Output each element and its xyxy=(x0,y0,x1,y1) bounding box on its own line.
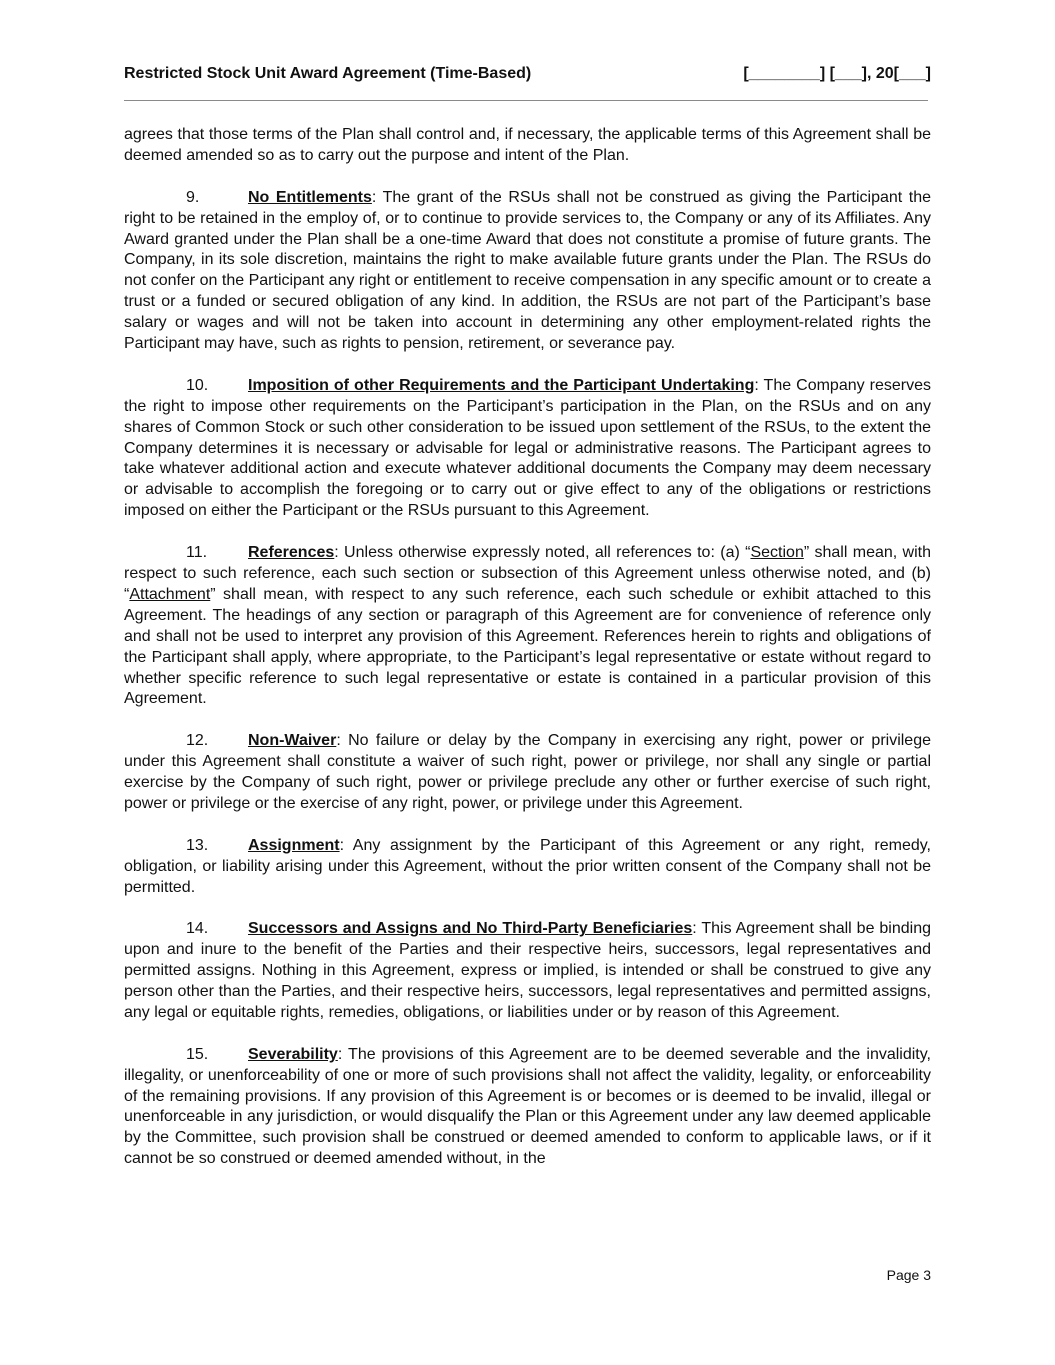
defined-term-section: Section xyxy=(750,544,804,562)
section-9 xyxy=(124,188,931,355)
section-10 xyxy=(124,376,931,522)
section-heading: Non-Waiver xyxy=(248,732,337,750)
page-number: Page 3 xyxy=(886,1267,931,1283)
section-text: : The Company reserves the right to impose other requirements on the Participant’s participation in the Plan, on the RSUs and on any shares of Common Stock or such other consideration to be issued upon settlement of the RSUs, to the extent the Company determines it is necessary or advisable for legal or administrative reasons. The Participant agrees to take whatever additional action and execute whatever additional documents the Company may deem necessary or advisable to accomplish the foregoing or to carry out or give effect to any of the obligations or restrictions imposed on either the Participant or the RSUs pursuant to this Agreement. xyxy=(124,376,931,520)
section-heading: References xyxy=(248,544,335,562)
section-14 xyxy=(124,919,931,1024)
section-text: : Any assignment by the Participant of this Agreement or any right, remedy, obligation, or liability arising under this Agreement, without the prior written consent of the Company shall not be permitted. xyxy=(124,836,931,896)
section-text: ” shall mean, with respect to any such reference, each such schedule or exhibit attached to this Agreement. The headings of any section or paragraph of this Agreement are for convenience of reference only and shall not be used to interpret any provision of this Agreement. References herein to rights and obligations of the Participant shall apply, where appropriate, to the Participant’s legal representative or estate without regard to whether specific reference to such legal representative or estate is contained in a particular provision of this Agreement. xyxy=(124,585,931,708)
section-heading: Successors and Assigns and No Third-Party Beneficiaries xyxy=(248,920,693,938)
section-number: 14. xyxy=(186,920,209,938)
document-page xyxy=(124,0,931,1365)
section-15 xyxy=(124,1045,931,1170)
section-text: : The provisions of this Agreement are to be deemed severable and the invalidity, illegality, or unenforceability of one or more of such provisions shall not affect the validity, legality, or enforceability of the remaining provisions. If any provision of this Agreement is or becomes or is deemed to be invalid, illegal or unenforceable in any jurisdiction, or would disqualify the Plan or this Agreement under any law deemed applicable by the Committee, such provision shall be construed or deemed amended to conform to applicable laws, or if it cannot be so construed or deemed amended without, in the xyxy=(124,1045,931,1168)
section-heading: Imposition of other Requirements and the Participant Undertaking xyxy=(248,376,755,394)
section-text: ” shall mean, with respect to such reference, each such section or subsection of this Agreement unless otherwise noted, and (b) “ xyxy=(124,544,932,603)
section-heading: Assignment xyxy=(248,836,340,854)
section-11 xyxy=(124,543,931,710)
date-placeholder: [________] [___], 20[___] xyxy=(743,65,931,82)
section-12 xyxy=(124,731,931,815)
section-13 xyxy=(124,836,931,899)
document-body xyxy=(124,125,931,1191)
section-number: 11. xyxy=(186,544,208,562)
section-number: 15. xyxy=(186,1045,209,1063)
header-divider xyxy=(124,100,928,101)
document-title: Restricted Stock Unit Award Agreement (Time-Based) xyxy=(124,65,532,82)
section-number: 10. xyxy=(186,376,209,394)
section-text: : The grant of the RSUs shall not be construed as giving the Participant the right to be retained in the employ of, or to continue to provide services to, the Company or any of its Affiliates. Any Award granted under the Plan shall be a one-time Award that does not constitute a promise of future grants. The Company, in its sole discretion, maintains the right to make available future grants under the Plan. The RSUs do not confer on the Participant any right or entitlement to receive compensation in any specific amount or to create a trust or a funded or secured obligation of any kind. In addition, the RSUs are not part of the Participant’s base salary or wages and will not be taken into account in determining any other employment-related rights the Participant may have, such as rights to pension, retirement, or severance pay. xyxy=(124,188,931,353)
section-number: 9. xyxy=(186,188,200,206)
section-heading: No Entitlements xyxy=(248,188,372,206)
section-heading: Severability xyxy=(248,1045,338,1063)
section-number: 13. xyxy=(186,836,209,854)
section-text: : This Agreement shall be binding upon and inure to the benefit of the Parties and their respective heirs, successors, legal representatives and permitted assigns. Nothing in this Agreement, express or implied, is intended or shall be construed to give any person other than the Parties, and their respective heirs, successors, legal representatives and permitted assigns, any legal or equitable rights, remedies, obligations, or liabilities under or by reason of this Agreement. xyxy=(124,920,932,1021)
section-number: 12. xyxy=(186,732,209,750)
intro-paragraph: agrees that those terms of the Plan shall control and, if necessary, the applicable terms of this Agreement shall be deemed amended so as to carry out the purpose and intent of the Plan. xyxy=(124,126,931,164)
section-text: : No failure or delay by the Company in exercising any right, power or privilege under this Agreement shall constitute a waiver of such right, power or privilege, nor shall any single or partial exercise by the Company of such right, power or privilege preclude any other or further exercise of such right, power or privilege or the exercise of any right, power, or privilege under this Agreement. xyxy=(124,732,931,812)
section-text: : Unless otherwise expressly noted, all references to: (a) “ xyxy=(334,544,751,562)
defined-term-attachment: Attachment xyxy=(129,585,211,603)
